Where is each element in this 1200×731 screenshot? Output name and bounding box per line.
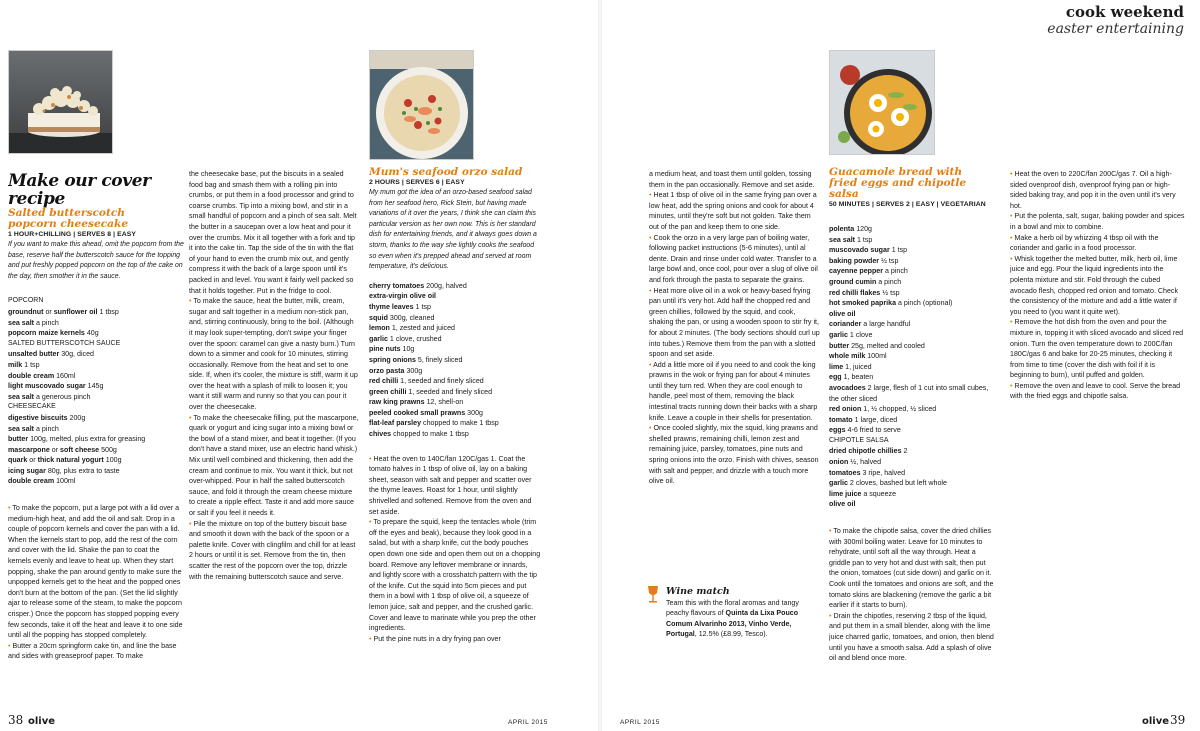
wine-match-heading: Wine match [666, 586, 730, 597]
ingredient-line: garlic 1 clove, crushed [369, 334, 442, 343]
ingredient-line: cayenne pepper a pinch [829, 267, 908, 276]
ingredient-line: quark or thick natural yogurt 100g [8, 456, 122, 465]
guac-title: Guacamole bread with fried eggs and chipotle salsa [829, 167, 967, 200]
ingredient-line: milk 1 tsp [8, 360, 40, 369]
ingredient-line: sea salt a pinch [8, 424, 59, 433]
bullet-icon: • [1010, 254, 1015, 263]
method-step: • Remove the hot dish from the oven and pour the mixture in, topping it with sliced avocado and sliced red onion. Turn the oven temperature down to 200C/fan 180C/gas 6 and bake for 20-25 minutes, checking it from time to time (cover the dish with foil if it is beginning to burn), until puffed and golden. [1010, 318, 1184, 380]
bullet-icon: • [8, 504, 13, 513]
guac-ingredients [829, 224, 997, 510]
ingredient-line: whole milk 100ml [829, 352, 887, 361]
guac-method-part-1 [829, 526, 997, 664]
ingredient-line: mascarpone or soft cheese 500g [8, 445, 117, 454]
right-page-number: 39 [1170, 713, 1186, 727]
ingredient-line: butter 25g, melted and cooled [829, 341, 925, 350]
wine-text-intro: Team this with the floral aromas and tangy peachy flavours of [666, 598, 799, 618]
bullet-icon: • [189, 413, 194, 422]
ingredient-line: groundnut or sunflower oil 1 tbsp [8, 307, 119, 316]
ingredient-line: extra-virgin olive oil [369, 292, 437, 301]
method-step: • Make a herb oil by whizzing 4 tbsp oil with the coriander and garlic in a food processor. [1010, 233, 1159, 253]
right-brand: olive [1142, 716, 1170, 727]
method-step: • To make the sauce, heat the butter, milk, cream, sugar and salt together in a medium non-stick pan, and, stirring continuously, bring to the boil. (Although it may look super-tempting, don't swipe your finger over the spoon: caramel can give a nasty burn.) Turn down to a simmer and cook for 10 minutes, stirring occasionally. Remove from the heat and set to one side. If, when it's cooler, the mixture is stiff, warm it up over the heat with a splash of milk to loosen it; you want it still warm and runny so that you can pour it over the cheesecake. [189, 297, 358, 412]
ingredient-line: hot smoked paprika a pinch (optional) [829, 299, 953, 308]
guacamole-bread-photo [829, 50, 935, 155]
cheesecake-photo [8, 50, 113, 154]
method-step: • Pile the mixture on top of the buttery biscuit base and smooth it down with the back of the spoon or a palette knife. Cover with clingfilm and chill for at least 2 hours or until it is set. Remove from the tin, then scatter the rest of the popcorn over the top, drizzle with the remaining butterscotch sauce and serve. [189, 519, 356, 581]
ingredient-line: green chilli 1, seeded and finely sliced [369, 387, 493, 396]
orzo-salad-photo [369, 50, 474, 160]
bullet-icon: • [1010, 212, 1015, 221]
method-step: a medium heat, and toast them until golden, tossing them in the pan occasionally. Remove and set aside. [649, 170, 815, 189]
ingredient-line: peeled cooked small prawns 300g [369, 408, 483, 417]
ingredient-line: garlic 1 clove [829, 330, 873, 339]
method-step: • Drain the chipotles, reserving 2 tbsp of the liquid, and put them in a small blender, along with the lime juice charred garlic, tomatoes, and onion, then blend until you have a smooth salsa. Add a splash of olive oil and blend once more. [829, 611, 994, 663]
method-step: • To make the cheesecake filling, put the mascarpone, quark or yogurt and icing sugar into a mixing bowl or the bowl of a stand mixer, and beat it together. (If you don't have a stand mixer, use an electric hand whisk.) Mix until well combined and thickening, then add the cream and continue to mix. You want it thick, but not over-whipped. Pour in half the salted butterscotch sauce, and fold it through the cream cheese mixture to create a ripple effect. Taste it and add more sauce or salt if you feel it needs it. [189, 413, 359, 517]
bullet-icon: • [649, 191, 654, 200]
orzo-method-part-1 [369, 454, 541, 645]
bullet-icon: • [649, 424, 654, 433]
ingredient-line: tomatoes 3 ripe, halved [829, 468, 906, 477]
guac-method-part-2 [1010, 169, 1186, 402]
wine-glass-icon [646, 585, 660, 605]
right-date: APRIL 2015 [620, 719, 660, 726]
method-step: • Heat the oven to 220C/fan 200C/gas 7. Oil a high-sided ovenproof dish, ovenproof frying pan or high-sided baking tray, and pop it in the oven until it's very hot. [1010, 170, 1176, 210]
cheesecake-title: Salted butterscotch popcorn cheesecake [8, 207, 129, 230]
guac-recipe-column-2 [1010, 169, 1186, 469]
bullet-icon: • [1010, 318, 1015, 327]
ingredient-line: garlic 2 cloves, bashed but left whole [829, 479, 947, 488]
ingredient-line: butter 100g, melted, plus extra for greasing [8, 435, 146, 444]
method-step: • Once cooled slightly, mix the squid, king prawns and shelled prawns, remaining chilli, lemon zest and remaining juice, parsley, tomatoes, pine nuts and spring onions into the orzo. Finish with chives, season with salt and pepper, and drizzle with a touch more olive oil. [649, 424, 819, 486]
orzo-meta: 2 HOURS | SERVES 6 | EASY [369, 179, 465, 186]
bullet-icon: • [189, 519, 194, 528]
bullet-icon: • [829, 527, 834, 536]
ingredient-line: olive oil [829, 500, 856, 509]
orzo-recipe-column-1 [369, 167, 541, 712]
ingredient-line: olive oil [829, 309, 856, 318]
bullet-icon: • [189, 297, 194, 306]
left-page-number: 38 [8, 713, 24, 727]
section-header [1047, 4, 1184, 37]
bullet-icon: • [649, 233, 654, 242]
ingredient-line: avocadoes 2 large, flesh of 1 cut into small cubes, the other sliced [829, 383, 989, 403]
wine-match-box [650, 587, 818, 640]
left-date: APRIL 2015 [508, 719, 548, 726]
wine-match-text [666, 598, 818, 640]
method-step: • To make the chipotle salsa, cover the dried chillies with 300ml boiling water. Leave for 10 minutes to rehydrate, until soft all the way through. Heat a griddle pan to very hot and dust with salt, then put the onion, tomatoes (cut side down) and garlic on it. Cook until the tomatoes and onions are soft, and the tomato skins are blackening (remove the garlic a bit earlier if it starts to burn). [829, 527, 994, 610]
ingredient-line: double cream 100ml [8, 477, 76, 486]
cover-recipe-column-2 [189, 169, 359, 709]
method-step: • Butter a 20cm springform cake tin, and line the base and sides with greaseproof paper. To make [8, 641, 177, 661]
bullet-icon: • [829, 611, 834, 620]
ingredient-line: chives chopped to make 1 tbsp [369, 430, 469, 439]
bullet-icon: • [369, 518, 374, 527]
ingredient-line: cherry tomatoes 200g, halved [369, 281, 467, 290]
ingredient-line: squid 300g, cleaned [369, 313, 435, 322]
ingredient-subheading: POPCORN [8, 297, 44, 305]
cheesecake-meta: 1 HOUR+CHILLING | SERVES 8 | EASY [8, 231, 137, 238]
method-step: • To make the popcorn, put a large pot with a lid over a medium-high heat, and add the oil and salt. Drop in a couple of popcorn kernels and cover the pan with a lid. When the kernels start to pop, add the rest of the corn and cover with the lid. Shake the pan to coat the kernels evenly and leave to heat up. When they start popping, shake the pan around gently to make sure the unpopped kernels get to the heat and the popped ones don't burn at the bottom of the pan. (Set the lid slightly ajar to release some of the steam, to make the popcorn crisper.) Once the popcorn has stopped popping every few seconds, take it off the heat and leave it to one side until all the popping has stopped completely. [8, 504, 183, 640]
method-step: • To prepare the squid, keep the tentacles whole (trim off the eyes and beak), because they look good in a salad, but with a sharp knife, cut the body pouches open down one side and open them out on a chopping board. Remove any leftover membrane or innards, and lightly score with a crosshatch pattern with the tip of the knife. Cut the squid into 5cm pieces and put them in a bowl with 1 tbsp of olive oil, a squeeze of lemon juice, salt and pepper, and the crushed garlic. Cover and leave to marinate while you prep the other ingredients. [369, 518, 541, 633]
method-step: • Whisk together the melted butter, milk, herb oil, lime juice and egg. Pour the liquid ingredients into the polenta mixture and stir. Fold through the cubed avocado flesh, chopped red onion and tomato. Check the consistency of the mixture and add a little water if you need to (you want it quite wet). [1010, 254, 1178, 316]
ingredient-line: unsalted butter 30g, diced [8, 350, 94, 359]
method-step: • Heat the oven to 140C/fan 120C/gas 1. Coat the tomato halves in 1 tbsp of olive oil, lay on a baking sheet, season with salt and pepper and scatter over the thyme leaves. Roast for 1 hour, until slightly shrivelled and softened. Remove from the oven and set aside. [369, 454, 532, 516]
subsection-name: easter entertaining [1047, 21, 1184, 37]
method-step: • Add a little more oil if you need to and cook the king prawns in the wok or frying pan for about 4 minutes until they turn red. When they are cool enough to handle, peel most of them, removing the black intestinal tracts running down their backs with a sharp knife. Leave a couple in their shells for presentation. [649, 360, 818, 422]
ingredient-line: double cream 160ml [8, 371, 76, 380]
ingredient-line: flat-leaf parsley chopped to make 1 tbsp [369, 419, 499, 428]
cover-recipe-heading: Make our cover recipe [8, 172, 151, 209]
ingredient-line: polenta 120g [829, 225, 872, 233]
method-step: • Heat 1 tbsp of olive oil in the same frying pan over a low heat, add the spring onions and cook for about 4 minutes, until they're soft but not golden. Take them out of the pan and keep them to one side. [649, 191, 817, 231]
cheesecake-ingredients [8, 296, 184, 487]
ingredient-subheading: SALTED BUTTERSCOTCH SAUCE [8, 339, 121, 347]
ingredient-line: baking powder ½ tsp [829, 256, 899, 265]
bullet-icon: • [649, 286, 654, 295]
ingredient-line: sea salt a pinch [8, 318, 59, 327]
page-gutter [598, 0, 602, 731]
ingredient-line: pine nuts 10g [369, 345, 415, 354]
cheesecake-method-part-1 [8, 503, 184, 662]
method-step: • Cook the orzo in a very large pan of boiling water, following packet instructions (5-6 minutes), until al dente. Drain and rinse under cold water. Transfer to a large bowl and, once cool, pour over a slug of olive oil and fork through the pasta to separate the grains. [649, 233, 818, 284]
orzo-title: Mum's seafood orzo salad [369, 167, 523, 178]
guac-recipe-column-1 [829, 167, 997, 712]
ingredient-line: sea salt 1 tsp [829, 235, 873, 244]
bullet-icon: • [1010, 381, 1015, 390]
ingredient-line: eggs 4-6 fried to serve [829, 426, 901, 435]
ingredient-line: digestive biscuits 200g [8, 413, 86, 422]
method-step: • Put the polenta, salt, sugar, baking powder and spices in a bowl and mix to combine. [1010, 212, 1185, 231]
bullet-icon: • [8, 641, 13, 650]
ingredient-line: egg 1, beaten [829, 373, 874, 382]
ingredient-line: tomato 1 large, diced [829, 415, 898, 424]
bullet-icon: • [1010, 233, 1015, 242]
method-step: • Put the pine nuts in a dry frying pan over [369, 634, 501, 643]
orzo-recipe-column-2 [649, 169, 821, 579]
bullet-icon: • [649, 360, 654, 369]
ingredient-line: orzo pasta 300g [369, 366, 423, 375]
ingredient-line: raw king prawns 12, shell-on [369, 398, 464, 407]
ingredient-line: light muscovado sugar 145g [8, 382, 104, 391]
ingredient-line: red chilli 1, seeded and finely sliced [369, 377, 484, 386]
ingredient-line: muscovado sugar 1 tsp [829, 246, 908, 255]
ingredient-line: popcorn maize kernels 40g [8, 329, 99, 338]
orzo-method-part-2 [649, 169, 821, 487]
wine-name: Quinta da Lixa Pouco Comum Alvarinho 2013, Vinho Verde, Portugal [666, 609, 799, 639]
ingredient-line: thyme leaves 1 tsp [369, 302, 431, 311]
bullet-icon: • [1010, 170, 1015, 178]
ingredient-line: lime juice a squeeze [829, 489, 897, 498]
section-name: cook weekend [1065, 3, 1184, 21]
ingredient-line: dried chipotle chillies 2 [829, 447, 908, 456]
cheesecake-method-part-2 [189, 169, 359, 582]
bullet-icon: • [369, 454, 374, 463]
ingredient-line: onion ½, halved [829, 458, 882, 467]
ingredient-line: lemon 1, zested and juiced [369, 324, 455, 333]
cheesecake-intro: If you want to make this ahead, omit the popcorn from the base, reserve half the butterscotch sauce for the topping and put freshly popped popcorn on the top of the cake on the day, then smother it in the sauce. [8, 241, 184, 280]
ingredient-subheading: CHEESECAKE [8, 403, 56, 411]
orzo-intro: My mum got the idea of an orzo-based seafood salad from her seafood hero, Rick Stein, but having made variations of it over the years, I think she can claim this particular version as her own now. This is her standard dish for entertaining friends, and it always goes down a storm, thanks to the way she lightly cooks the seafood so even when it's prepped ahead and served at room temperature, it's delicious. [369, 189, 537, 271]
ingredient-line: red onion 1, ½ chopped, ½ sliced [829, 405, 937, 414]
method-step: the cheesecake base, put the biscuits in a sealed food bag and smash them with a rolling pin into crumbs, or put them in a food processor and grind to coarse crumbs. Tip into a mixing bowl, and stir in a small handful of popcorn and a pinch of sea salt. Melt the butter in a saucepan over a low heat and pour it over the crumbs. Mix it all together with a fork and tip it into the cake tin. Tap the side of the tin with the flat of your hand to even the crumb mix out, and gently compress it with the back of a large spoon until it's packed in and level. You want it fairly well packed so that it holds together. Put in the fridge to cool. [189, 170, 357, 295]
left-brand: olive [28, 716, 56, 727]
ingredient-line: ground cumin a pinch [829, 277, 902, 286]
bullet-icon: • [369, 634, 374, 643]
ingredient-line: coriander a large handful [829, 320, 911, 329]
cover-recipe-column-1 [8, 172, 184, 712]
method-step: • Heat more olive oil in a wok or heavy-based frying pan until it's very hot. Add half the chopped red and green chillies, followed by the squid, and cook, shaking the pan, or using a wooden spoon to stir fry it, for about 2 minutes. (The body sections should curl up into tubes.) Remove them from the pan with a slotted spoon and set aside. [649, 286, 820, 359]
ingredient-line: spring onions 5, finely sliced [369, 355, 463, 364]
guac-meta: 50 MINUTES | SERVES 2 | EASY | VEGETARIAN [829, 201, 986, 208]
ingredient-line: sea salt a generous pinch [8, 392, 91, 401]
ingredient-line: red chilli flakes ½ tsp [829, 288, 900, 297]
method-step: • Remove the oven and leave to cool. Serve the bread with the fried eggs and chipotle salsa. [1010, 381, 1181, 401]
wine-price: , 12.5% (£8.99, Tesco). [694, 630, 768, 639]
orzo-ingredients [369, 281, 541, 440]
ingredient-line: icing sugar 80g, plus extra to taste [8, 466, 120, 475]
ingredient-line: lime 1, juiced [829, 362, 872, 371]
ingredient-subheading: CHIPOTLE SALSA [829, 436, 889, 444]
